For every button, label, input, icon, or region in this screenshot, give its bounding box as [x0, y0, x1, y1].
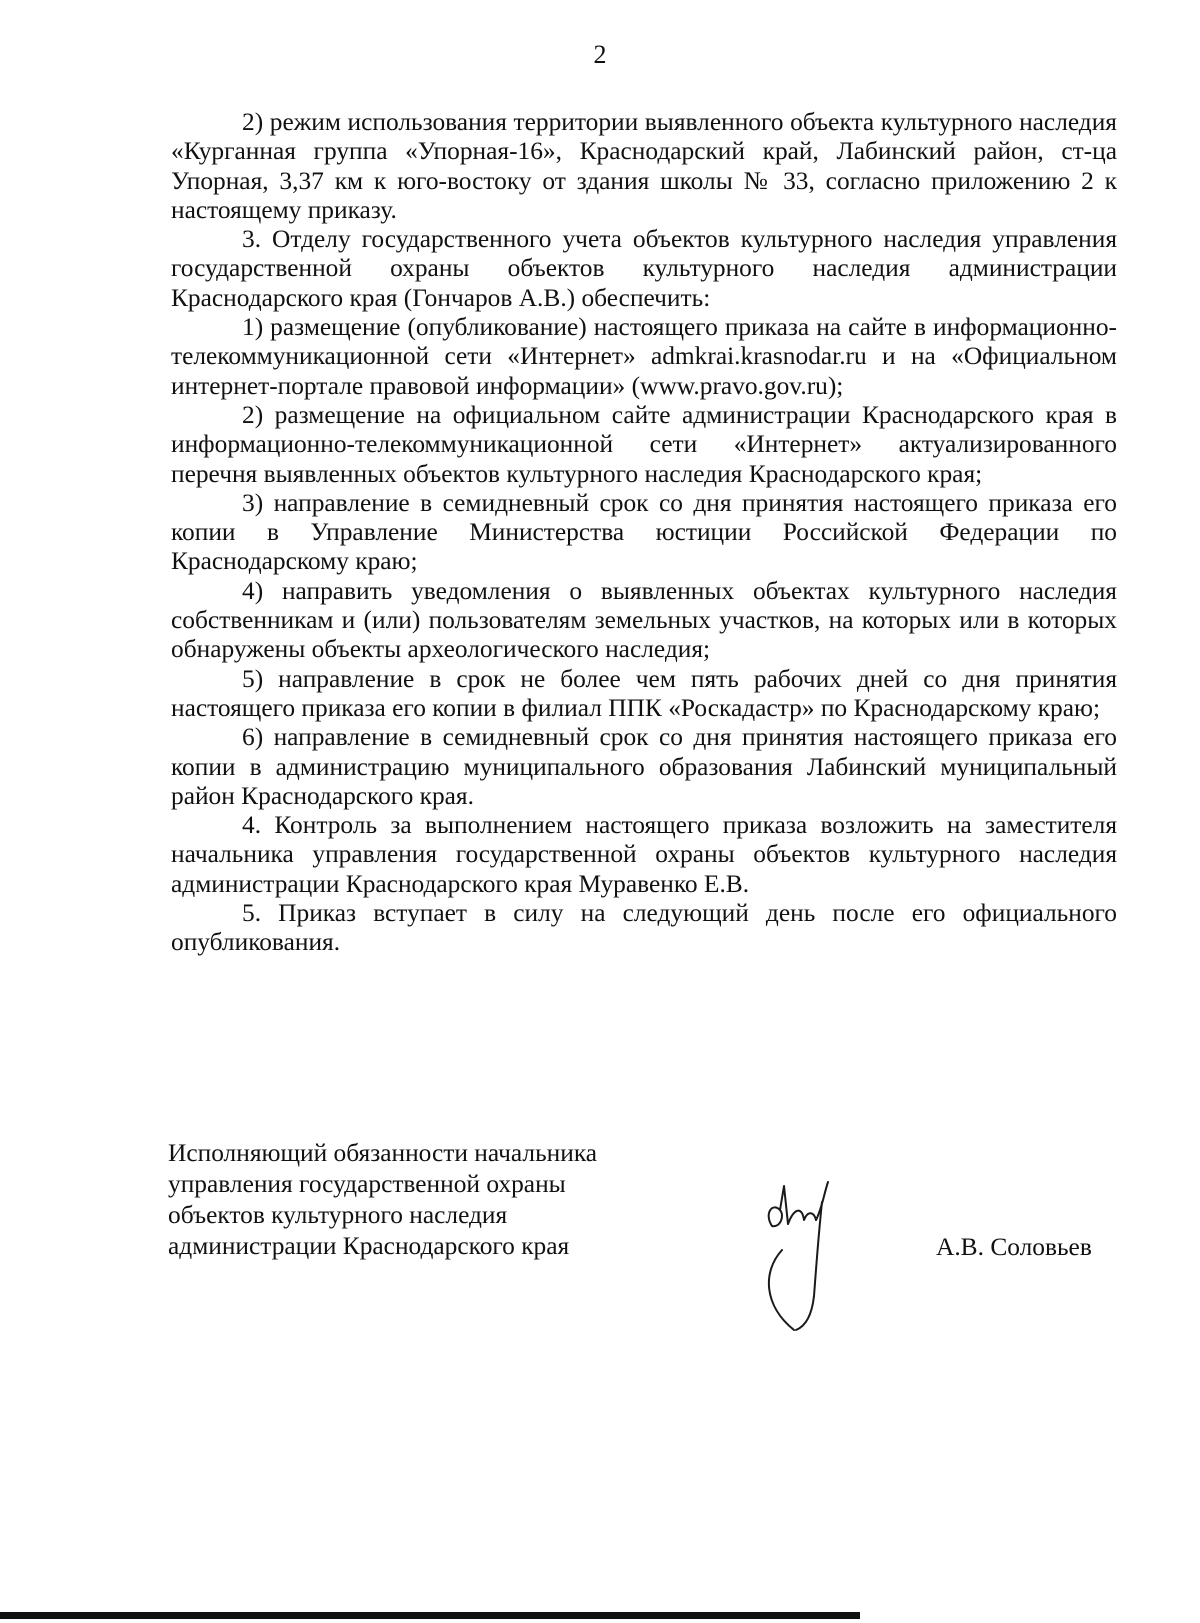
signer-position-line: управления государственной охраны: [168, 1170, 566, 1198]
scan-bottom-edge: [0, 1612, 860, 1619]
signer-position-line: объектов культурного наследия: [168, 1201, 508, 1229]
paragraph-item-3-2: 2) размещение на официальном сайте администрации Краснодарского края в информационно-телекоммуникационной сети «Интернет» актуализированного перечня выявленных объектов культурного наследия Краснодарского края;: [171, 400, 1117, 488]
signer-position-line: администрации Краснодарского края: [168, 1232, 570, 1260]
page-number: 2: [593, 40, 607, 69]
paragraph-item-2-2: 2) режим использования территории выявленного объекта культурного наследия «Курганная группа «Упорная-16», Краснодарский край, Лабинский район, ст-ца Упорная, 3,37 км к юго-востоку от здания школы № 33, согласно приложению 2 к настоящему приказу.: [171, 108, 1117, 224]
paragraph-item-3-4: 4) направить уведомления о выявленных объектах культурного наследия собственникам и (или) пользователям земельных участков, на которых или в которых обнаружены объекты археологического наследия;: [171, 576, 1117, 664]
paragraph-clause-3: 3. Отделу государственного учета объектов культурного наследия управления государственной охраны объектов культурного наследия администрации Краснодарского края (Гончаров А.В.) обеспечить:: [171, 225, 1117, 312]
handwritten-signature: [758, 1180, 868, 1340]
signer-position-line: Исполняющий обязанности начальника: [168, 1139, 598, 1167]
paragraph-clause-5: 5. Приказ вступает в силу на следующий день после его официального опубликования.: [171, 899, 1117, 957]
paragraph-item-3-1: 1) размещение (опубликование) настоящего приказа на сайте в информационно-телекоммуникационной сети «Интернет» admkrai.krasnodar.ru и на «Официальном интернет-портале правовой информации» (www.pravo.gov.ru);: [171, 313, 1117, 400]
signer-position: [168, 1138, 688, 1262]
paragraph-item-3-3: 3) направление в семидневный срок со дня принятия настоящего приказа его копии в Управление Министерства юстиции Российской Федерации по Краснодарскому краю;: [171, 488, 1117, 576]
signer-name: А.В. Соловьев: [936, 1233, 1092, 1261]
paragraph-clause-4: 4. Контроль за выполнением настоящего приказа возложить на заместителя начальника управления государственной охраны объектов культурного наследия администрации Краснодарского края Муравенко Е.В.: [171, 811, 1117, 898]
paragraph-item-3-5: 5) направление в срок не более чем пять рабочих дней со дня принятия настоящего приказа его копии в филиал ППК «Роскадастр» по Краснодарскому краю;: [171, 664, 1117, 722]
paragraph-item-3-6: 6) направление в семидневный срок со дня принятия настоящего приказа его копии в администрацию муниципального образования Лабинский муниципальный район Краснодарского края.: [171, 723, 1117, 810]
order-body: [171, 108, 1117, 958]
